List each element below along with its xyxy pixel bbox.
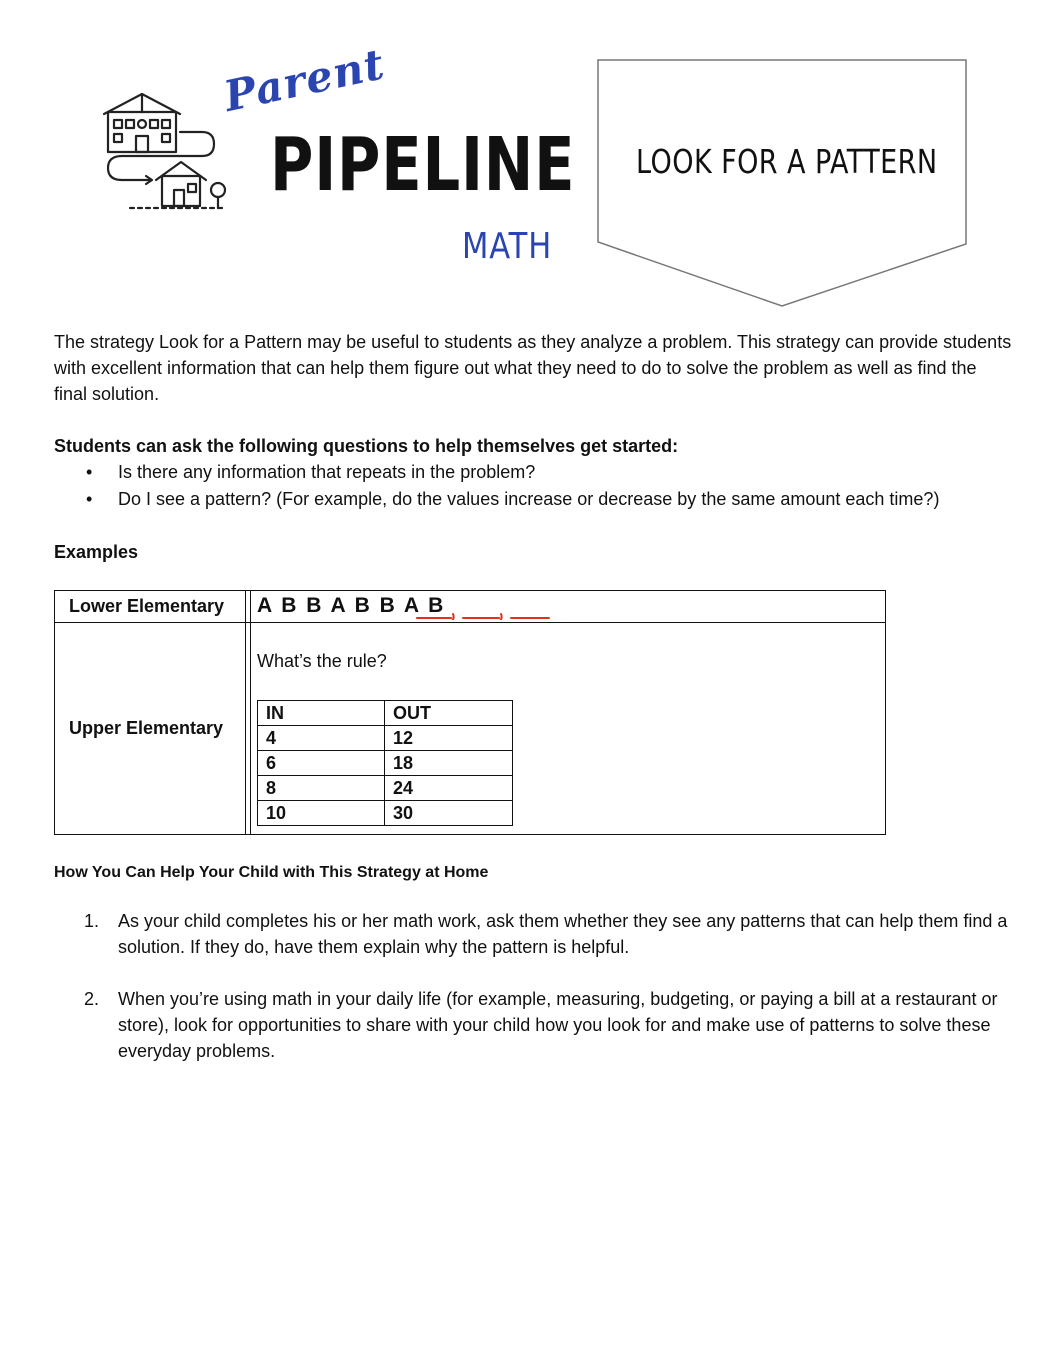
examples-heading: Examples <box>54 542 139 562</box>
column-divider <box>245 591 251 834</box>
logo-script-text: Parent <box>219 39 389 122</box>
examples-table <box>54 590 886 835</box>
list-number: 1. <box>84 911 100 931</box>
pattern-sequence: A B B A B B A B <box>257 594 446 617</box>
table-cell: 10 <box>258 801 385 826</box>
table-cell: 24 <box>385 776 513 801</box>
help-heading: How You Can Help Your Child with This Strategy at Home <box>54 864 489 881</box>
table-cell: 18 <box>385 751 513 776</box>
pattern-blanks <box>415 594 555 620</box>
column-header: OUT <box>385 701 513 726</box>
list-item-text: As your child completes his or her math work, ask them whether they see any patterns that can help them find a solution. If they do, have them explain why the pattern is helpful. <box>118 911 1008 957</box>
questions-heading: Students can ask the following questions to help themselves get started: <box>54 436 679 456</box>
table-header-row <box>258 701 513 726</box>
table-cell: 30 <box>385 801 513 826</box>
table-row <box>258 776 513 801</box>
in-out-table <box>257 700 513 826</box>
list-item <box>54 986 1014 1064</box>
lower-elementary-label: Lower Elementary <box>69 596 225 616</box>
banner-shape <box>596 58 970 310</box>
page-title: LOOK FOR A PATTERN <box>636 142 938 181</box>
upper-elementary-label: Upper Elementary <box>69 718 224 738</box>
table-cell: 8 <box>258 776 385 801</box>
help-list <box>54 908 1014 1090</box>
table-row <box>258 726 513 751</box>
rule-prompt: What’s the rule? <box>257 651 387 671</box>
title-banner <box>596 58 970 310</box>
parent-pipeline-logo <box>100 39 576 280</box>
table-cell: 4 <box>258 726 385 751</box>
intro-paragraph: The strategy Look for a Pattern may be useful to students as they analyze a problem. This strategy can provide students with excellent information that can help them figure out what they need to do to solve the problem as well as find the final solution. <box>54 332 1012 404</box>
logo-sub-text: MATH <box>462 226 553 267</box>
table-row <box>258 801 513 826</box>
table-cell: 12 <box>385 726 513 751</box>
list-item-text: When you’re using math in your daily life (for example, measuring, budgeting, or paying a bill at a restaurant or store), look for opportunities to share with your child how you look for and make use of patterns to solve these everyday problems. <box>118 989 998 1061</box>
list-item <box>54 908 1014 960</box>
questions-list <box>54 459 939 513</box>
school-house-path-icon <box>100 90 230 220</box>
list-number: 2. <box>84 989 100 1009</box>
list-item: • Is there any information that repeats in the problem? <box>54 459 939 486</box>
column-header: IN <box>258 701 385 726</box>
table-row <box>258 751 513 776</box>
table-cell: 6 <box>258 751 385 776</box>
logo-main-text: PIPELINE <box>270 122 576 208</box>
list-item: • Do I see a pattern? (For example, do the values increase or decrease by the same amount each time?) <box>54 486 939 513</box>
